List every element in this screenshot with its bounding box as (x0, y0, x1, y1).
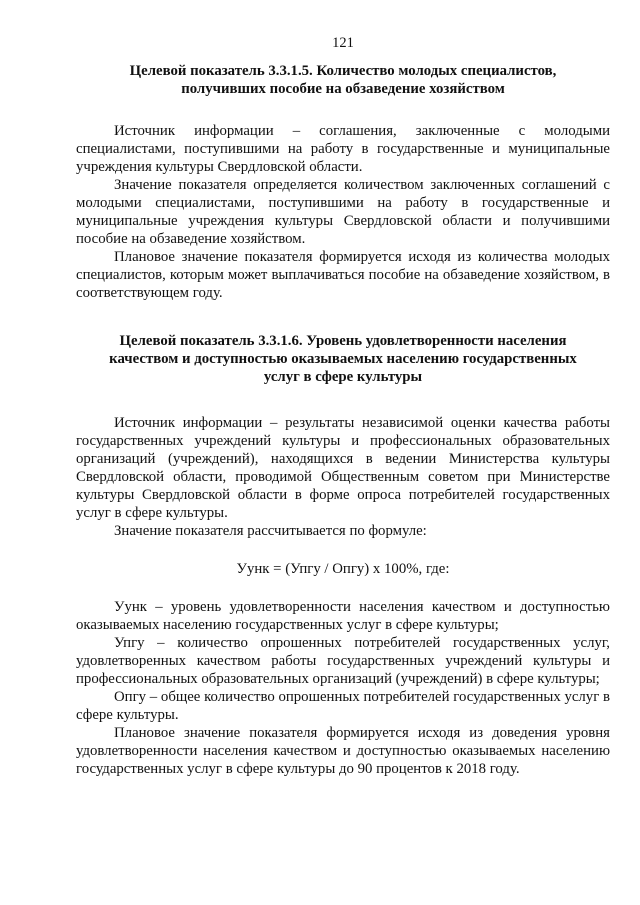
section-heading-3-3-1-5 (76, 62, 610, 98)
section-heading-3-3-1-6 (76, 332, 610, 386)
paragraph-source-info: Источник информации – результаты независимой оценки качества работы государственных учреждений культуры и профессиональных образовательных организаций (учреждений), находящихся в ведении Министерства культуры Свердловской области, проводимой Общественным советом при Министерстве культуры Свердловской области в форме опроса потребителей государственных услуг в сфере культуры. (76, 415, 610, 521)
heading-line: качеством и доступностью оказываемых населению государственных (109, 351, 577, 367)
page-number: 121 (332, 35, 354, 51)
heading-line: получивших пособие на обзаведение хозяйством (181, 81, 505, 97)
document-page (76, 34, 610, 778)
paragraph-planned-value: Плановое значение показателя формируется исходя из доведения уровня удовлетворенности населения качеством и доступностью оказываемых населению государственных услуг в сфере культуры до 90 процентов к 2018 году. (76, 725, 610, 777)
heading-line: Целевой показатель 3.3.1.6. Уровень удовлетворенности населения (119, 333, 567, 349)
formula: Уунк = (Упгу / Опгу) x 100%, где: (236, 561, 450, 577)
paragraph-formula-intro: Значение показателя рассчитывается по формуле: (114, 523, 427, 539)
definition-opgu: Опгу – общее количество опрошенных потребителей государственных услуг в сфере культуры. (76, 689, 610, 723)
definition-uunk: Уунк – уровень удовлетворенности населения качеством и доступностью оказываемых населению государственных услуг в сфере культуры; (76, 599, 610, 633)
heading-line: Целевой показатель 3.3.1.5. Количество молодых специалистов, (129, 63, 557, 79)
heading-line: услуг в сфере культуры (263, 369, 423, 385)
paragraph-value-definition: Значение показателя определяется количеством заключенных соглашений с молодыми специалистами, поступившими на работу в государственные и муниципальные учреждения культуры Свердловской области и получившими пособие на обзаведение хозяйством. (76, 177, 610, 247)
section-spacer (76, 302, 610, 332)
paragraph-source-info: Источник информации – соглашения, заключенные с молодыми специалистами, поступившими на работу в государственные и муниципальные учреждения культуры Свердловской области. (76, 123, 610, 175)
paragraph-planned-value: Плановое значение показателя формируется исходя из количества молодых специалистов, которым может выплачиваться пособие на обзаведение хозяйством, в соответствующем году. (76, 249, 610, 301)
definition-upgu: Упгу – количество опрошенных потребителей государственных услуг, удовлетворенных качеством работы государственных учреждений культуры и профессиональных образовательных организаций (учреждений) в сфере культуры; (76, 635, 610, 687)
